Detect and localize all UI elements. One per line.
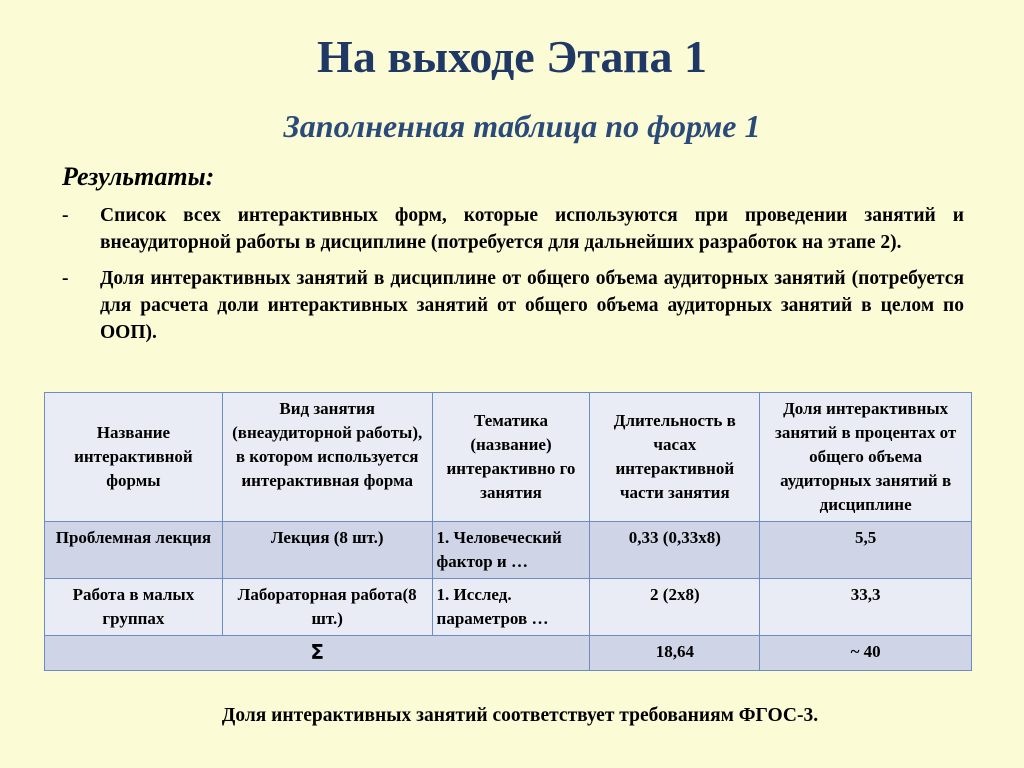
- table-header-row: [45, 393, 972, 522]
- results-item-text: Список всех интерактивных форм, которые используются при проведении занятий и внеаудиторной работы в дисциплине (потребуется для дальнейших разработок на этапе 2).: [100, 205, 964, 253]
- sum-label-cell: [45, 636, 590, 671]
- cell-lesson-type: Лекция (8 шт.): [222, 522, 432, 579]
- conclusion-text: Доля интерактивных занятий соответствует требованиям ФГОС-3.: [221, 705, 819, 726]
- results-item-text: Доля интерактивных занятий в дисциплине от общего объема аудиторных занятий (потребуется для расчета доли интерактивных занятий от общего объема аудиторных занятий в целом по ООП).: [100, 268, 964, 343]
- results-list: [62, 202, 964, 355]
- table-row: [45, 522, 972, 579]
- slide-subtitle: Заполненная таблица по форме 1: [283, 108, 761, 144]
- cell-form-name: Работа в малых группах: [45, 579, 223, 636]
- cell-duration: 0,33 (0,33х8): [590, 522, 760, 579]
- header-lesson-type: Вид занятия (внеаудиторной работы), в котором используется интерактивная форма: [222, 393, 432, 522]
- sigma-symbol: Σ: [310, 640, 325, 664]
- cell-share: 33,3: [760, 579, 972, 636]
- cell-lesson-type: Лабораторная работа(8 шт.): [222, 579, 432, 636]
- bullet-dash: -: [62, 268, 69, 289]
- bullet-dash: -: [62, 205, 69, 226]
- results-item: [62, 202, 964, 256]
- sum-share: ~ 40: [760, 636, 972, 671]
- cell-topic: 1. Человеческий фактор и …: [432, 522, 590, 579]
- cell-duration: 2 (2х8): [590, 579, 760, 636]
- cell-topic: 1. Исслед. параметров …: [432, 579, 590, 636]
- slide-title: На выходе Этапа 1: [317, 31, 707, 82]
- header-share: Доля интерактивных занятий в процентах от общего объема аудиторных занятий в дисциплине: [760, 393, 972, 522]
- header-duration: Длительность в часах интерактивной части занятия: [590, 393, 760, 522]
- sum-hours: 18,64: [590, 636, 760, 671]
- cell-share: 5,5: [760, 522, 972, 579]
- header-form-name: Название интерактивной формы: [45, 393, 223, 522]
- results-item: [62, 265, 964, 346]
- interactive-forms-table: [44, 392, 972, 671]
- table-row: [45, 579, 972, 636]
- table-sum-row: [45, 636, 972, 671]
- cell-form-name: Проблемная лекция: [45, 522, 223, 579]
- header-topic: Тематика (название) интерактивно го занятия: [432, 393, 590, 522]
- results-heading: Результаты:: [62, 162, 215, 191]
